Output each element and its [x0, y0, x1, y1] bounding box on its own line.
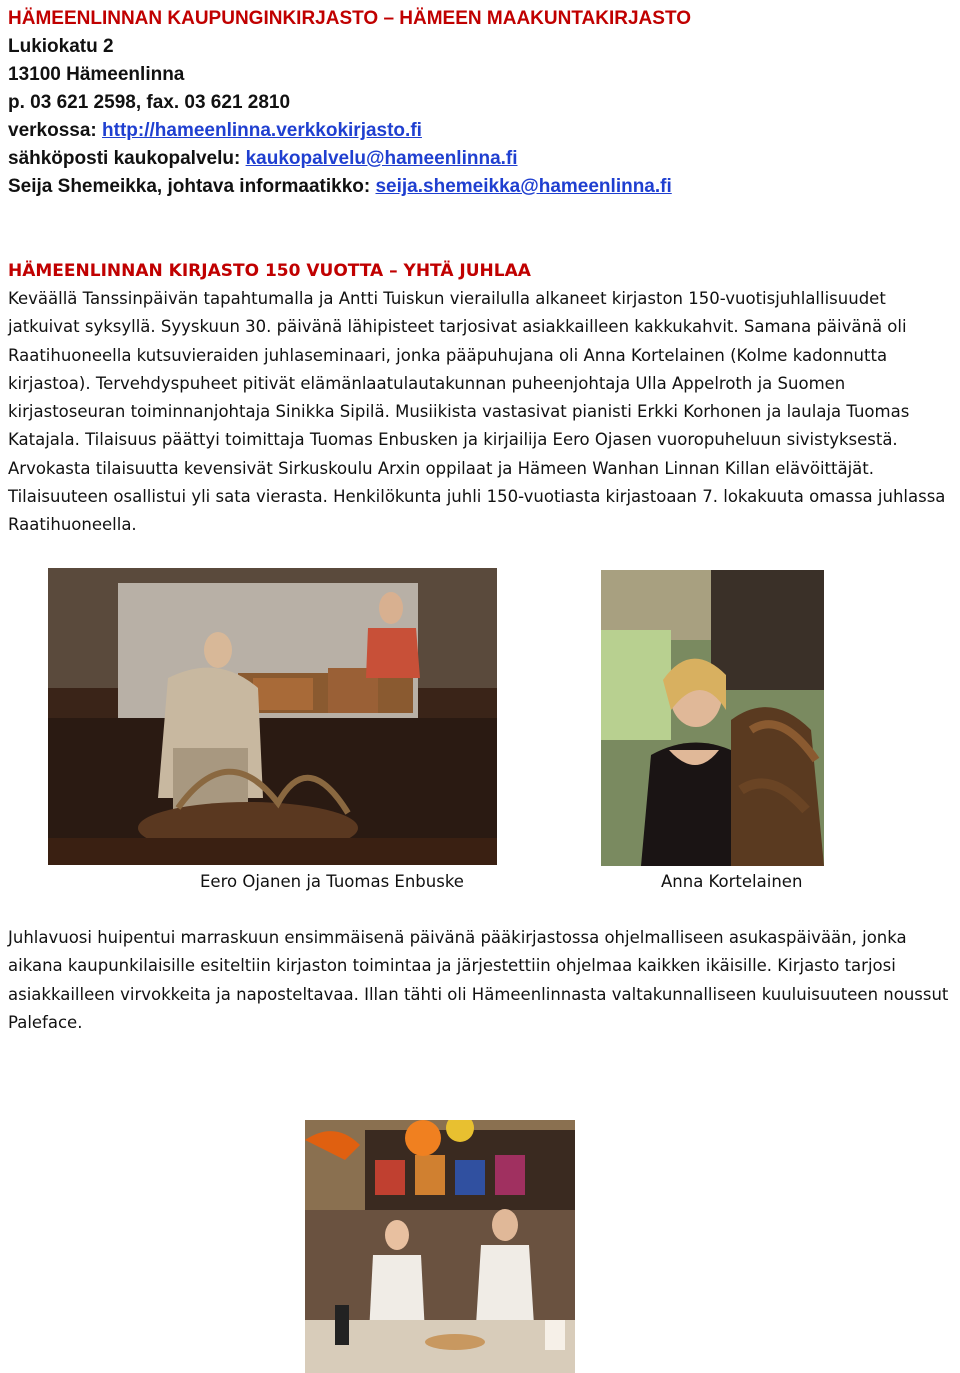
- photo-panel-discussion-image: [48, 568, 497, 865]
- address: Lukiokatu 2: [8, 36, 114, 57]
- library-title: HÄMEENLINNAN KAUPUNGINKIRJASTO – HÄMEEN MAAKUNTAKIRJASTO: [8, 8, 691, 29]
- photo-panel-discussion: [48, 568, 497, 865]
- contact-block: [8, 5, 691, 201]
- postal-code: 13100 Hämeenlinna: [8, 64, 185, 85]
- person-label: Seija Shemeikka, johtava informaatikko:: [8, 176, 376, 197]
- email-line: [8, 145, 691, 173]
- article-body: Keväällä Tanssinpäivän tapahtumalla ja Antti Tuiskun vierailulla alkaneet kirjaston 150-vuotisjuhlallisuudet jatkuivat syksyllä. Syyskuun 30. päivänä lähipisteet tarjosivat asiakkailleen kakkukahvit. Samana päivänä oli Raatihuoneella kutsuvieraiden juhlaseminaari, jonka pääpuhujana oli Anna Kortelainen (Kolme kadonnutta kirjastoa). Tervehdyspuheet pitivät elämänlaatulautakunnan puheenjohtaja Ulla Appelroth ja Suomen kirjastoseuran toiminnanjohtaja Sinikka Sipilä. Musiikista vastasivat pianisti Erkki Korhonen ja laulaja Tuomas Katajala. Tilaisuus päättyi toimittaja Tuomas Enbusken ja kirjailija Eero Ojasen vuoropuheluun sivistyksestä. Arvokasta tilaisuutta kevensivät Sirkuskoulu Arxin oppilaat ja Hämeen Wanhan Linnan Killan elävöittäjät. Tilaisuuteen osallistui yli sata vierasta. Henkilökunta juhli 150-vuotiasta kirjastoaan 7. lokakuuta omassa juhlassa Raatihuoneella.: [8, 289, 946, 535]
- photo-serving-table-image: [305, 1120, 575, 1373]
- email-link[interactable]: kaukopalvelu@hameenlinna.fi: [245, 148, 518, 169]
- article-heading: HÄMEENLINNAN KIRJASTO 150 VUOTTA – YHTÄ JUHLAA: [8, 261, 531, 281]
- web-link[interactable]: http://hameenlinna.verkkokirjasto.fi: [102, 120, 422, 141]
- caption-photo1: Eero Ojanen ja Tuomas Enbuske: [200, 872, 464, 891]
- caption-photo2: Anna Kortelainen: [661, 872, 803, 891]
- phone-fax: p. 03 621 2598, fax. 03 621 2810: [8, 92, 291, 113]
- photo-speaker-image: [601, 570, 824, 866]
- paragraph-2: Juhlavuosi huipentui marraskuun ensimmäisenä päivänä pääkirjastossa ohjelmalliseen asukaspäivään, jonka aikana kaupunkilaisille esiteltiin kirjaston toimintaa ja järjestettiin ohjelmaa kaikken ikäisille. Kirjasto tarjosi asiakkailleen virvokkeita ja naposteltavaa. Illan tähti oli Hämeenlinnasta valtakunnalliseen kuuluisuuteen noussut Paleface.: [8, 928, 949, 1032]
- photo-serving-table: [305, 1120, 575, 1373]
- email-label: sähköposti kaukopalvelu:: [8, 148, 246, 169]
- web-line: [8, 117, 691, 145]
- web-label: verkossa:: [8, 120, 103, 141]
- person-line: [8, 173, 691, 201]
- article: [8, 257, 960, 540]
- photo-speaker: [601, 570, 824, 866]
- person-email-link[interactable]: seija.shemeikka@hameenlinna.fi: [375, 176, 672, 197]
